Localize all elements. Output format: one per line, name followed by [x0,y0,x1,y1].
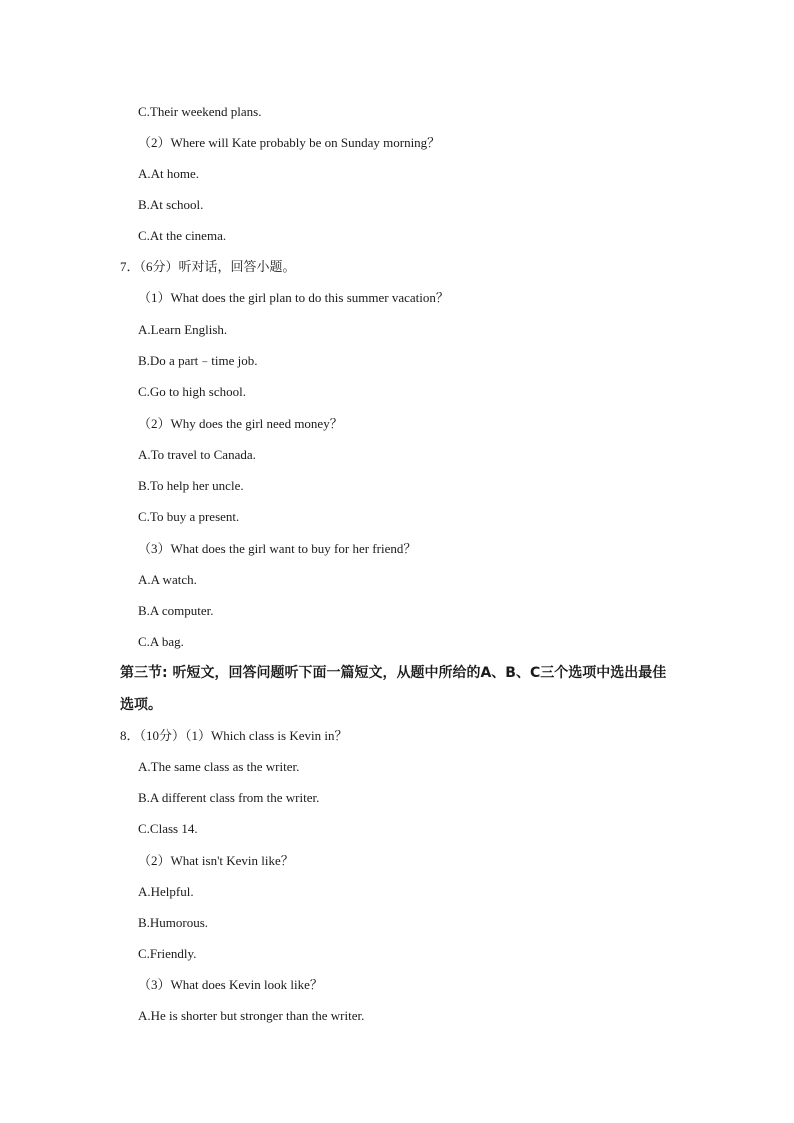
question-8-heading: 8．（10分）（1）Which class is Kevin in？ [120,728,348,743]
option-a-helpful: A.Helpful. [138,884,194,899]
option-c-buy-present: C.To buy a present. [138,509,240,524]
option-b-at-school: B.At school. [138,197,204,212]
option-b-part-time-job: B.Do a part﹣time job. [138,353,258,368]
option-b-help-uncle: B.To help her uncle. [138,478,244,493]
question-7-3: （3）What does the girl want to buy for her friend？ [138,541,417,556]
section-3-heading: 第三节: 听短文，回答问题听下面一篇短文，从题中所给的A、B、C三个选项中选出最佳 [120,665,667,681]
question-7-2: （2）Why does the girl need money？ [138,416,343,431]
option-b-computer: B.A computer. [138,603,214,618]
option-a-same-class: A.The same class as the writer. [138,759,300,774]
question-8-3: （3）What does Kevin look like？ [138,977,323,992]
option-c-bag: C.A bag. [138,634,184,649]
question-8-2: （2）What isn't Kevin like？ [138,853,294,868]
option-c-at-cinema: C.At the cinema. [138,228,227,243]
option-a-learn-english: A.Learn English. [138,322,228,337]
option-c-class-14: C.Class 14. [138,821,198,836]
option-b-different-class: B.A different class from the writer. [138,790,320,805]
option-b-humorous: B.Humorous. [138,915,209,930]
option-a-travel-canada: A.To travel to Canada. [138,447,256,462]
section-3-heading-cont: 选项。 [120,697,162,713]
option-c-weekend-plans: C.Their weekend plans. [138,104,262,119]
question-7-1: （1）What does the girl plan to do this summer vacation？ [138,290,449,305]
option-a-at-home: A.At home. [138,166,200,181]
option-a-shorter-stronger: A.He is shorter but stronger than the writer. [138,1008,365,1023]
option-c-friendly: C.Friendly. [138,946,197,961]
option-a-watch: A.A watch. [138,572,197,587]
question-6-2: （2）Where will Kate probably be on Sunday morning？ [138,135,441,150]
option-c-high-school: C.Go to high school. [138,384,246,399]
question-7-heading: 7．（6分）听对话，回答小题。 [120,259,296,274]
